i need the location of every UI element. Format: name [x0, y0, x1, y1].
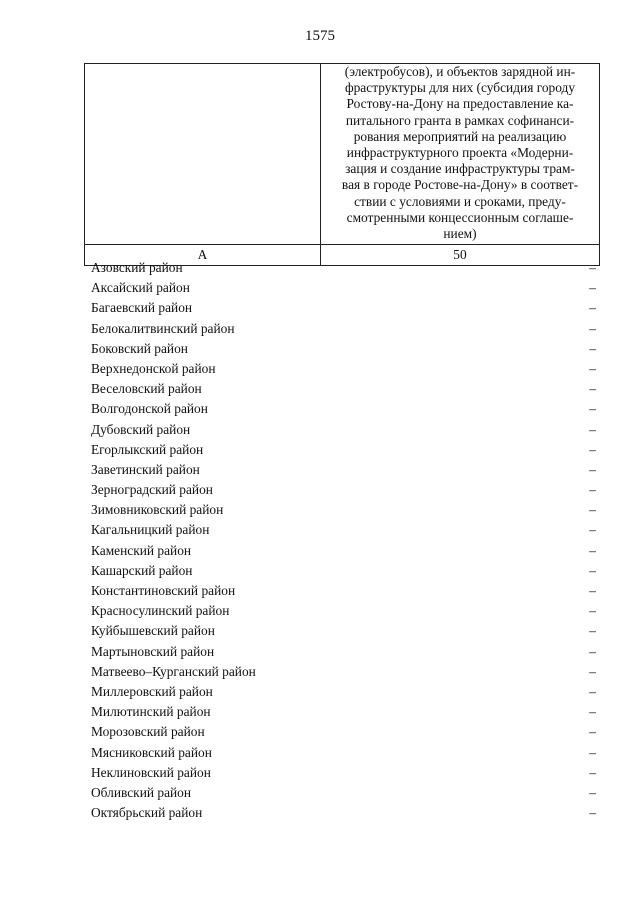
description-cell	[321, 64, 600, 245]
district-name: Зимовниковский район	[91, 502, 224, 518]
district-row	[91, 460, 596, 480]
district-name: Аксайский район	[91, 280, 190, 296]
district-name: Зерноградский район	[91, 482, 213, 498]
district-name: Верхнедонской район	[91, 360, 216, 376]
description-row	[85, 64, 600, 245]
district-row	[91, 480, 596, 500]
district-name: Егорлыкский район	[91, 441, 204, 457]
district-row	[91, 339, 596, 359]
district-name: Красносулинский район	[91, 603, 230, 619]
district-name: Константиновский район	[91, 583, 236, 598]
district-name: Кашарский район	[91, 562, 193, 578]
district-name: Октябрьский район	[91, 805, 203, 821]
district-value: –	[589, 724, 596, 740]
column-label-second: 50	[321, 245, 600, 266]
district-value: –	[589, 744, 596, 760]
description-line: фраструктуры для них (субсидия городу	[344, 80, 576, 96]
district-row	[91, 420, 596, 440]
district-name: Куйбышевский район	[91, 623, 215, 639]
district-row	[91, 541, 596, 561]
description-line: Ростову-на-Дону на предоставление ка-	[346, 96, 574, 112]
district-value: –	[589, 381, 596, 397]
district-value: –	[589, 805, 596, 821]
description-line: инфраструктурного проекта «Модерни-	[346, 145, 574, 161]
district-value: –	[589, 300, 596, 316]
district-name: Кагальницкий район	[91, 522, 210, 538]
district-name: Багаевский район	[91, 300, 193, 316]
district-name: Обливский район	[91, 784, 192, 800]
district-value: –	[589, 461, 596, 477]
district-name: Заветинский район	[91, 461, 200, 477]
district-value: –	[589, 340, 596, 356]
district-name: Неклиновский район	[91, 764, 211, 780]
district-row	[91, 601, 596, 621]
description-line: зация и создание инфраструктуры трам-	[345, 161, 575, 177]
district-value: –	[589, 260, 596, 275]
district-row	[91, 662, 596, 682]
district-row	[91, 743, 596, 763]
district-value: –	[589, 764, 596, 780]
district-row	[91, 561, 596, 581]
district-name: Белокалитвинский район	[91, 320, 235, 336]
district-row	[91, 722, 596, 742]
district-value: –	[589, 663, 596, 679]
district-value: –	[589, 562, 596, 578]
district-value: –	[589, 482, 596, 498]
district-row	[91, 581, 596, 601]
page-number: 1575	[305, 28, 335, 44]
header-table	[84, 63, 600, 266]
district-name: Мартыновский район	[91, 643, 215, 659]
district-value: –	[589, 360, 596, 376]
description-line: питального гранта в рамках софинанси-	[345, 112, 575, 128]
district-row	[91, 298, 596, 318]
description-line: вая в городе Ростове-на-Дону» в соответ-	[341, 177, 579, 193]
district-name: Волгодонской район	[91, 401, 208, 417]
district-value: –	[589, 280, 596, 296]
description-line: ствии с условиями и сроками, преду-	[354, 193, 566, 209]
description-line: нием)	[443, 226, 477, 242]
district-name: Боковский район	[91, 340, 188, 356]
district-value: –	[589, 643, 596, 659]
district-row	[91, 440, 596, 460]
district-row	[91, 319, 596, 339]
district-value: –	[589, 583, 596, 598]
district-row	[91, 359, 596, 379]
column-label-first: А	[85, 245, 321, 266]
district-value: –	[589, 784, 596, 800]
district-row	[91, 763, 596, 783]
district-row	[91, 803, 596, 823]
description-line: рования мероприятий на реализацию	[353, 128, 567, 144]
empty-cell	[85, 64, 321, 245]
district-row	[91, 500, 596, 520]
district-name: Мясниковский район	[91, 744, 212, 760]
district-row	[91, 621, 596, 641]
district-value: –	[589, 683, 596, 699]
district-row	[91, 278, 596, 298]
district-name: Миллеровский район	[91, 683, 213, 699]
district-name: Морозовский район	[91, 724, 205, 740]
description-line: (электробусов), и объектов зарядной ин-	[344, 64, 576, 79]
district-value: –	[589, 603, 596, 619]
district-row	[91, 399, 596, 419]
district-list	[91, 258, 596, 823]
district-value: –	[589, 421, 596, 437]
district-name: Дубовский район	[91, 421, 191, 437]
district-value: –	[589, 320, 596, 336]
district-value: –	[589, 502, 596, 518]
district-row	[91, 258, 596, 278]
district-row	[91, 682, 596, 702]
district-value: –	[589, 704, 596, 720]
district-row	[91, 783, 596, 803]
district-row	[91, 379, 596, 399]
district-name: Матвеево–Курганский район	[91, 663, 256, 679]
district-row	[91, 520, 596, 540]
description-line: смотренными концессионным соглаше-	[346, 209, 574, 225]
district-name: Каменский район	[91, 542, 192, 558]
district-name: Веселовский район	[91, 381, 202, 397]
district-row	[91, 702, 596, 722]
district-value: –	[589, 623, 596, 639]
district-value: –	[589, 542, 596, 558]
district-name: Милютинский район	[91, 704, 211, 720]
district-row	[91, 642, 596, 662]
district-value: –	[589, 401, 596, 417]
district-value: –	[589, 441, 596, 457]
district-value: –	[589, 522, 596, 538]
district-name: Азовский район	[91, 260, 183, 275]
